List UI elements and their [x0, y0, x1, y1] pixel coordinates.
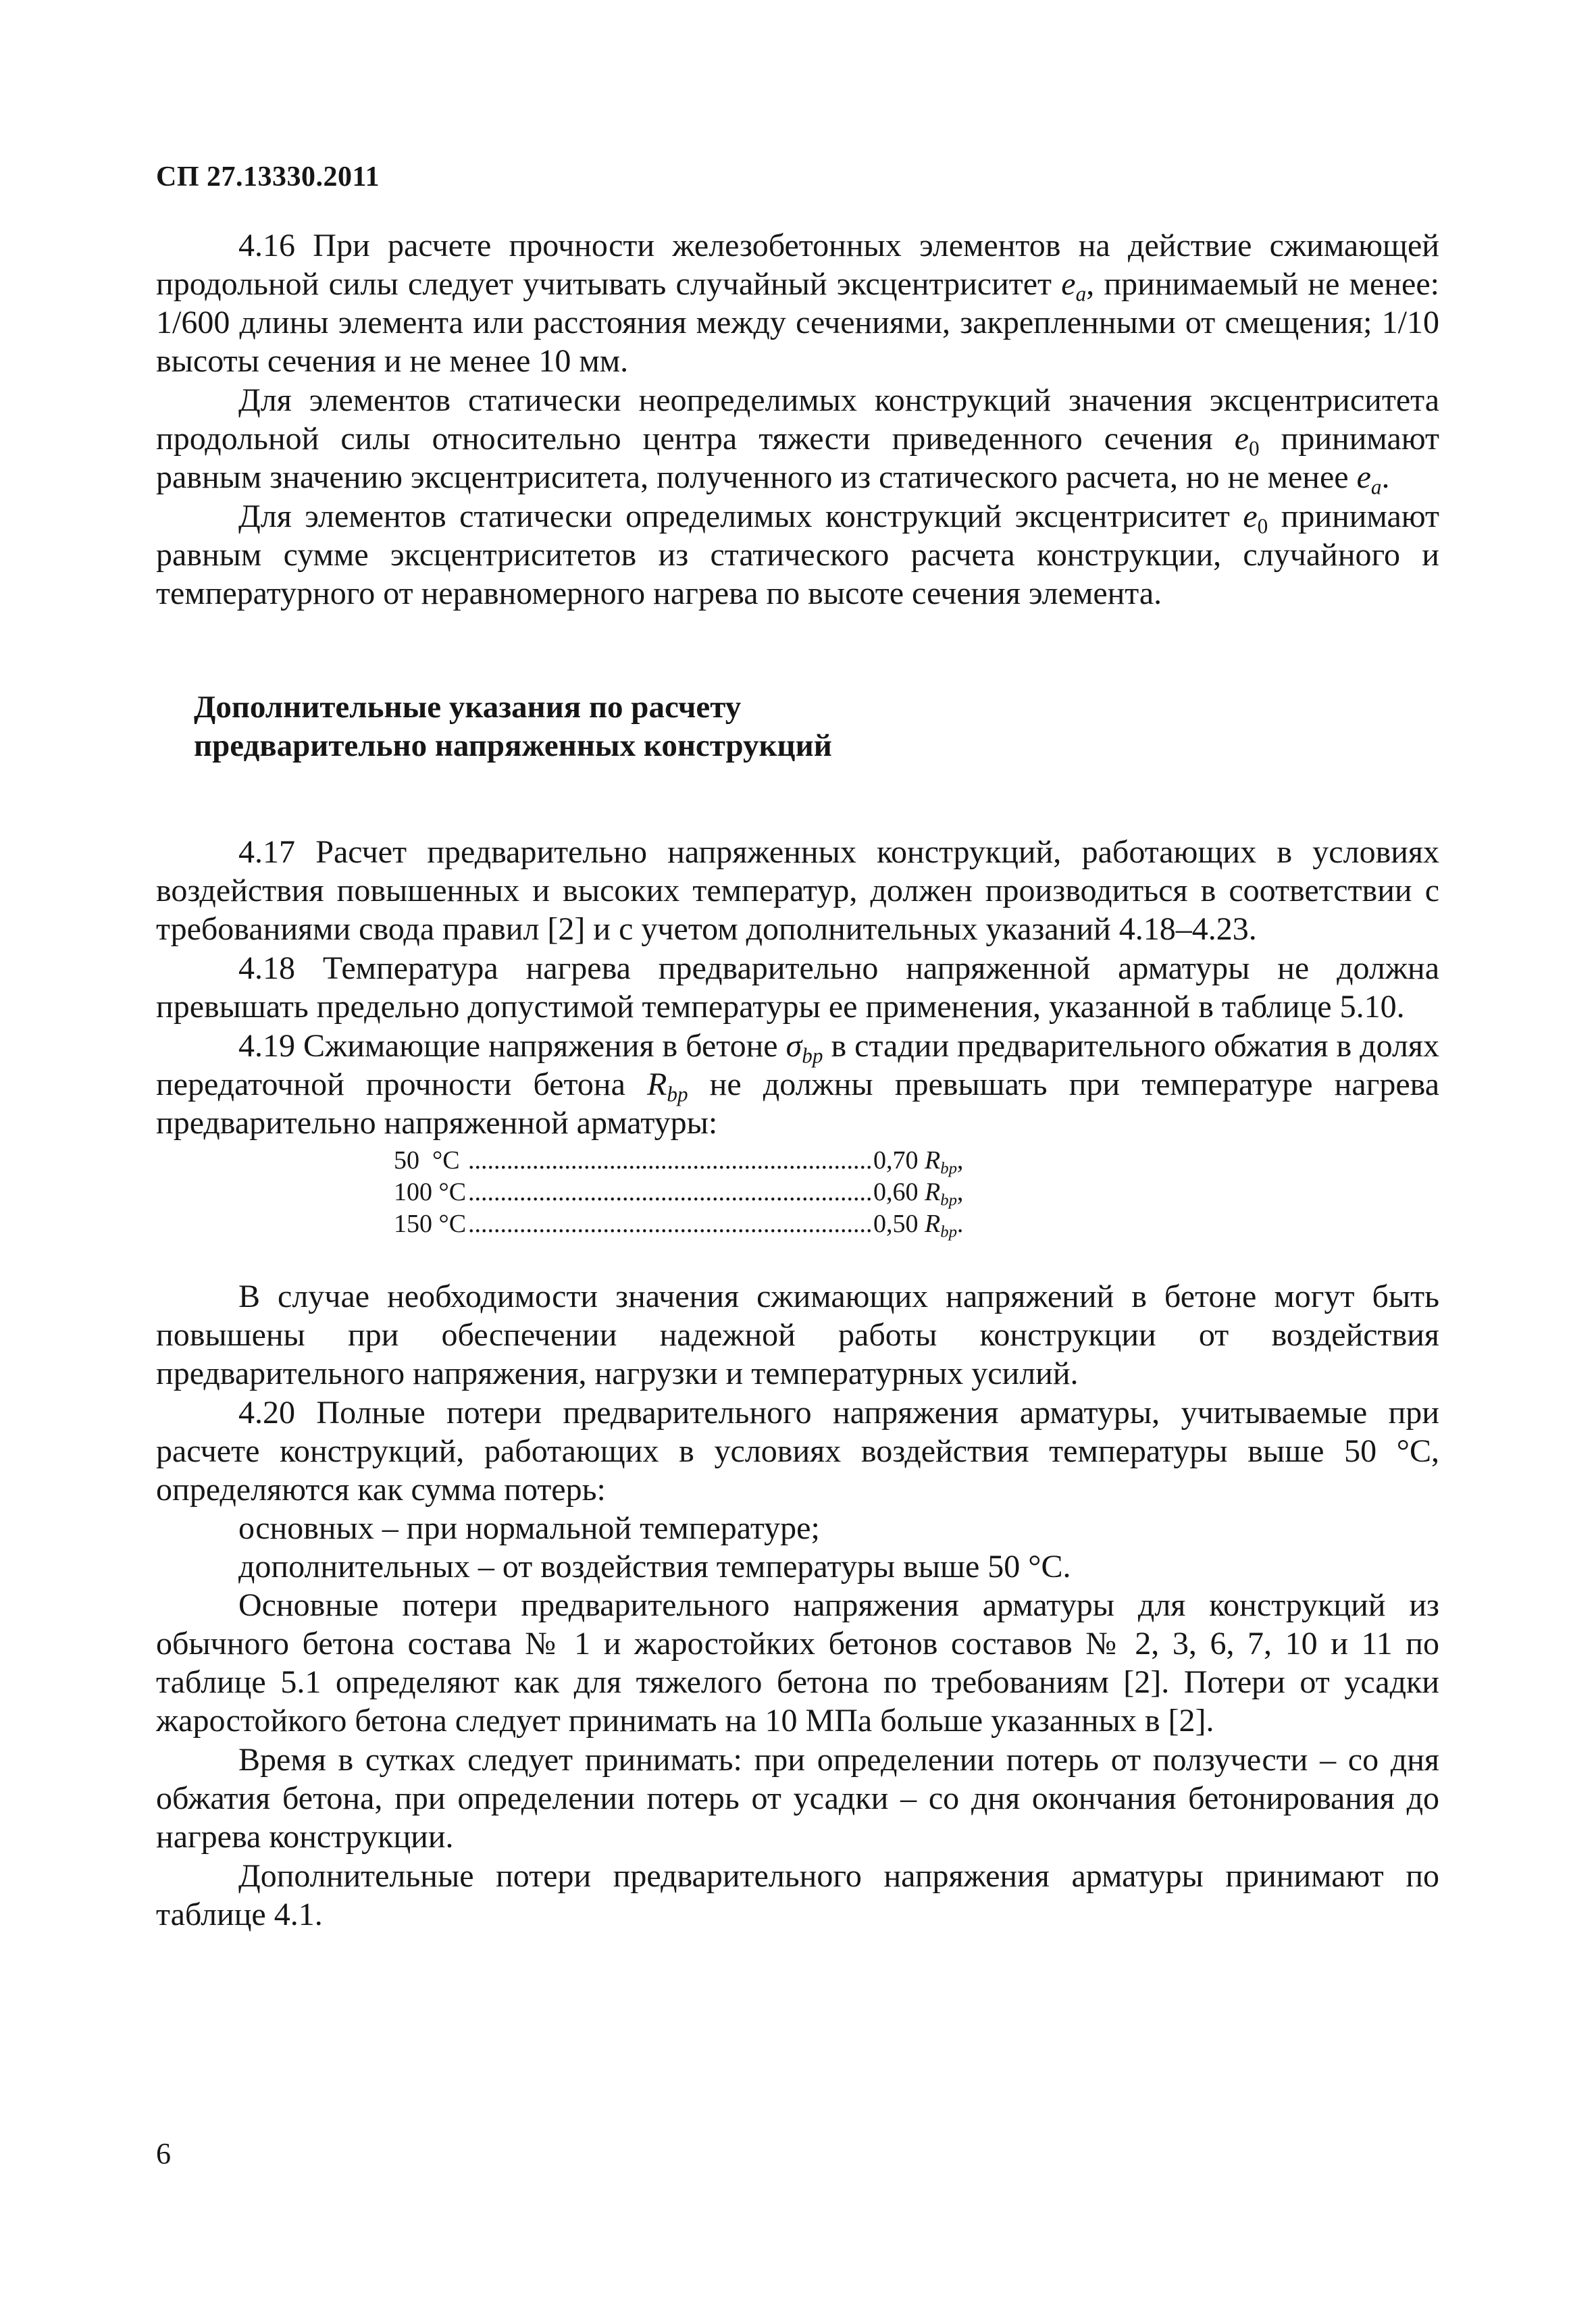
temperature-row [394, 1208, 1439, 1240]
paragraph-4-19: 4.19 Сжимающие напряжения в бетоне $\sigma_{bp}$ в стадии предварительного обжатия в долях передаточной прочности бетона $R_{bp}$ не должны превышать при температуре нагрева предварительно напряженной арматуры: [156, 1028, 1440, 1141]
page-number: 6 [156, 2137, 171, 2170]
temperature-stress-table [394, 1145, 1439, 1240]
paragraph-4-20: 4.20 Полные потери предварительного напряжения арматуры, учитываемые при расчете конструкций, работающих в условиях воздействия температуры выше 50 °С, определяются как сумма потерь: [156, 1395, 1439, 1508]
section-heading-line-2: предварительно напряженных конструкций [194, 728, 832, 763]
paragraph-indeterminate: Для элементов статически неопределимых конструкций значения эксцентриситета продольной силы относительно центра тяжести приведенного сечения $e_0$ принимают равным значению эксцентриситета, полученного из статического расчета, но не менее $e_a$. [156, 382, 1439, 499]
paragraph-additional-losses: Дополнительные потери предварительного напряжения арматуры принимают по таблице 4.1. [156, 1858, 1439, 1932]
section-heading-line-1: Дополнительные указания по расчету [194, 690, 742, 725]
paragraph-time: Время в сутках следует принимать: при определении потерь от ползучести – со дня обжатия бетона, при определении потерь от усадки – со дня окончания бетонирования до нагрева конструкции. [156, 1742, 1439, 1855]
stress-ratio-value: 0,60 $R_{bp}$, [873, 1178, 964, 1210]
stress-ratio-value: 0,70 $R_{bp}$, [873, 1146, 964, 1178]
temperature-label: 150 °C [394, 1210, 467, 1238]
page-body [156, 226, 1439, 1934]
paragraph-4-17: 4.17 Расчет предварительно напряженных конструкций, работающих в условиях воздействия повышенных и высоких температур, должен производиться в соответствии с требованиями свода правил [2] и с учетом дополнительных указаний 4.18–4.23. [156, 834, 1439, 947]
leader-dots [468, 1177, 873, 1208]
paragraph-4-18: 4.18 Температура нагрева предварительно напряженной арматуры не должна превышать предельно допустимой температуры ее применения, указанной в таблице 5.10. [156, 950, 1439, 1025]
temperature-label: 50 °C [394, 1146, 460, 1175]
leader-dots [468, 1145, 873, 1177]
list-item: основных – при нормальной температуре; [238, 1510, 820, 1546]
temperature-label: 100 °C [394, 1178, 467, 1206]
section-heading [194, 688, 1439, 765]
stress-ratio-value: 0,50 $R_{bp}$. [873, 1210, 964, 1241]
paragraph-stress-increase: В случае необходимости значения сжимающих напряжений в бетоне могут быть повышены при обеспечении надежной работы конструкции от воздействия предварительного напряжения, нагрузки и температурных усилий. [156, 1279, 1439, 1391]
paragraph-determinate: Для элементов статически определимых конструкций эксцентриситет $e_0$ принимают равным сумме эксцентриситетов из статического расчета конструкции, случайного и температурного от неравномерного нагрева по высоте сечения элемента. [156, 498, 1440, 611]
temperature-row [394, 1177, 1439, 1208]
paragraph-main-losses: Основные потери предварительного напряжения арматуры для конструкций из обычного бетона состава № 1 и жаростойких бетонов составов № 2, 3, 6, 7, 10 и 11 по таблице 5.1 определяют как для тяжелого бетона по требованиям [2]. Потери от усадки жаростойкого бетона следует принимать на 10 МПа больше указанных в [2]. [156, 1587, 1439, 1739]
leader-dots [468, 1208, 873, 1240]
document-code-header: СП 27.13330.2011 [156, 161, 380, 192]
list-item: дополнительных – от воздействия температуры выше 50 °С. [238, 1549, 1071, 1585]
temperature-row [394, 1145, 1439, 1177]
paragraph-4-16: 4.16 При расчете прочности железобетонных элементов на действие сжимающей продольной силы следует учитывать случайный эксцентриситет $e_a$, принимаемый не менее: 1/600 длины элемента или расстояния между сечениями, закрепленными от смещения; 1/10 высоты сечения и не менее 10 мм. [156, 228, 1439, 379]
